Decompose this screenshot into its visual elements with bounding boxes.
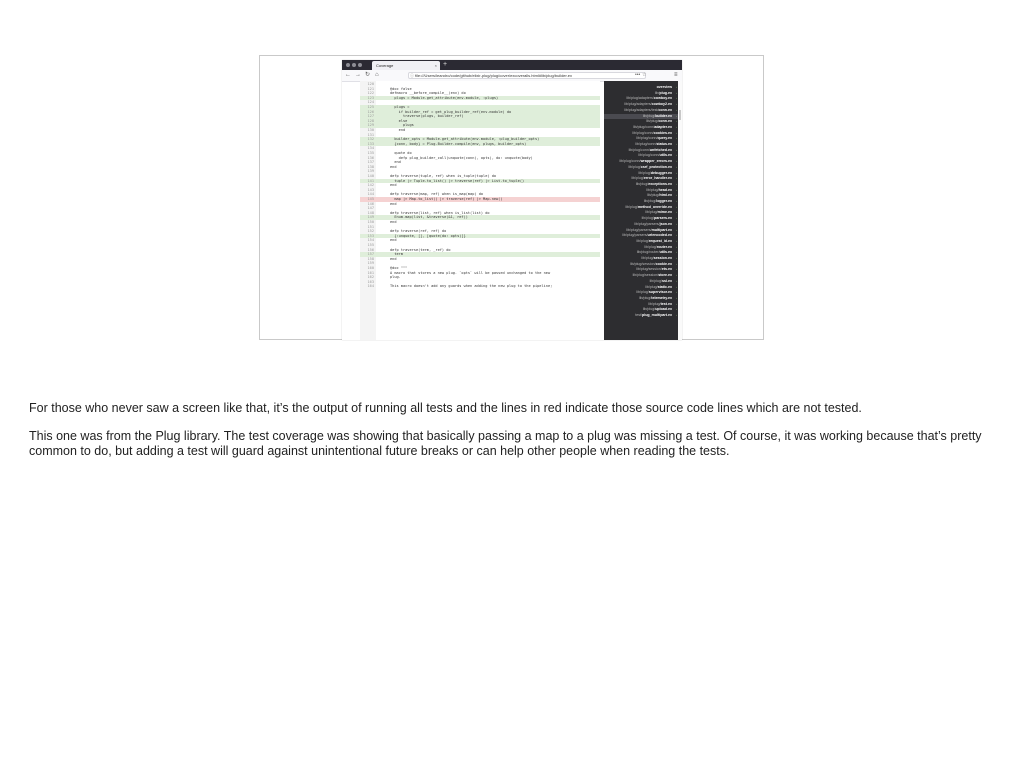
- line-number: 136: [367, 155, 374, 160]
- code-text: end: [390, 128, 406, 132]
- chevron-right-icon: ›: [676, 238, 677, 243]
- file-name: method_override.ex: [637, 204, 672, 209]
- code-text: else: [390, 118, 408, 123]
- line-number: 132: [367, 137, 374, 142]
- file-path-prefix: lib/plug/: [646, 119, 659, 124]
- chevron-right-icon: ›: [676, 273, 677, 278]
- file-name: ets.ex: [661, 267, 672, 272]
- reload-icon[interactable]: ↻: [365, 72, 371, 78]
- line-number: 131: [367, 132, 374, 137]
- chevron-right-icon: ›: [676, 187, 677, 192]
- chevron-right-icon: ›: [676, 290, 677, 295]
- chevron-right-icon: ›: [676, 227, 677, 232]
- line-number: 120: [367, 82, 374, 86]
- file-path-prefix: lib/plug/adapters/: [626, 96, 654, 101]
- file-path-prefix: lib/plug/conn/: [635, 142, 657, 146]
- code-text: @doc false: [390, 86, 412, 91]
- file-name: test.ex: [660, 301, 672, 306]
- file-name: supervisor.ex: [648, 290, 672, 295]
- line-number: 145: [367, 197, 374, 201]
- file-path-prefix: lib/plug/router/: [636, 250, 660, 255]
- code-text: builder_opts = Module.get_attribute(env.module, :plug_builder_opts): [390, 137, 540, 142]
- line-number: 142: [367, 183, 374, 188]
- chevron-right-icon: ›: [676, 301, 677, 306]
- chevron-right-icon: ›: [676, 113, 677, 118]
- line-number: 140: [367, 174, 374, 178]
- file-path-prefix: lib/plug/parsers/: [634, 221, 660, 226]
- chevron-right-icon: ›: [676, 130, 677, 135]
- chevron-right-icon: ›: [676, 244, 677, 249]
- chevron-right-icon: ›: [676, 313, 677, 317]
- chevron-right-icon: ›: [676, 210, 677, 215]
- window-minimize-icon[interactable]: [352, 63, 356, 67]
- chevron-right-icon: ›: [676, 199, 677, 203]
- file-path-prefix: lib/plug/adapters/: [624, 102, 652, 107]
- line-number: 154: [367, 238, 374, 243]
- file-path-prefix: lib/plug/session/: [632, 273, 659, 278]
- file-name: store.ex: [658, 273, 672, 278]
- code-text: end: [390, 201, 397, 206]
- line-number: 147: [367, 206, 374, 211]
- line-number: 155: [367, 243, 374, 247]
- chevron-right-icon: ›: [676, 142, 677, 146]
- code-text: map |> Map.to_list() |> traverse(ref) |> Map.new(): [390, 197, 503, 201]
- file-path-prefix: lib/plug/: [643, 199, 657, 203]
- line-number: 133: [367, 141, 374, 146]
- line-number: 121: [367, 86, 374, 91]
- chevron-right-icon: ›: [676, 295, 677, 300]
- file-name: static.ex: [657, 284, 672, 289]
- file-name: debugger.ex: [650, 170, 672, 175]
- notes-paragraph: For those who never saw a screen like that, it’s the output of running all tests and the lines in red indicate those source code lines which are not tested.: [29, 401, 862, 415]
- code-text: plugs: [390, 123, 414, 128]
- file-name: status.ex: [656, 142, 672, 146]
- chevron-right-icon: ›: [676, 216, 677, 221]
- file-path-prefix: lib/plug/parsers/: [626, 227, 652, 232]
- line-number: 144: [367, 192, 374, 197]
- file-path-prefix: lib/plug/: [631, 176, 644, 181]
- chevron-right-icon: ›: [676, 250, 677, 255]
- file-name: upload.ex: [655, 307, 672, 312]
- file-path-prefix: lib/plug/conn/: [619, 159, 641, 164]
- file-name: parsers.ex: [654, 216, 672, 221]
- file-name: cookie.ex: [655, 261, 672, 266]
- chevron-right-icon: ›: [676, 159, 677, 164]
- window-close-icon[interactable]: [346, 63, 350, 67]
- line-number: 129: [367, 123, 374, 128]
- chevron-right-icon: ›: [676, 90, 677, 95]
- file-name: utils.ex: [659, 250, 672, 255]
- file-name: multipart.ex: [651, 227, 672, 232]
- chevron-right-icon: ›: [676, 233, 677, 238]
- chevron-right-icon: ›: [676, 164, 677, 169]
- url-text: file:///Users/leandro/code/github/elixir-plug/plug/cover/excoveralls.html#lib/plug/builder.ex: [415, 73, 572, 78]
- chevron-right-icon: ›: [676, 147, 677, 152]
- code-text: Enum.map(list, &traverse(&1, ref)): [390, 215, 468, 220]
- code-text: defp traverse(list, ref) when is_list(list) do: [390, 210, 490, 215]
- code-text: tuple |> Tuple.to_list() |> traverse(ref) |> List.to_tuple(): [390, 178, 525, 183]
- file-path-prefix: lib/plug/: [647, 193, 660, 198]
- line-number: 161: [367, 270, 374, 275]
- file-path-prefix: lib/plug/conn/: [632, 130, 654, 135]
- chevron-right-icon: ›: [676, 176, 677, 181]
- line-number: 126: [367, 109, 374, 114]
- file-name: urlencoded.ex: [647, 233, 672, 238]
- new-tab-icon[interactable]: +: [443, 61, 448, 68]
- file-path-prefix: lib/plug/: [641, 216, 655, 221]
- speaker-notes: [29, 401, 995, 472]
- file-name: telemetry.ex: [651, 295, 672, 300]
- chevron-right-icon: ›: [676, 261, 677, 266]
- code-text: defp traverse(tuple, ref) when is_tuple(tuple) do: [390, 174, 497, 178]
- line-number: 141: [367, 178, 374, 183]
- scrollbar-thumb[interactable]: [679, 110, 681, 120]
- file-name: session.ex: [653, 256, 672, 260]
- chevron-right-icon: ›: [676, 119, 677, 124]
- file-name: overview: [656, 85, 672, 89]
- chevron-right-icon: ›: [676, 204, 677, 209]
- code-text: defp traverse(map, ref) when is_map(map) do: [390, 192, 484, 197]
- file-name: cowboy2.ex: [651, 102, 672, 107]
- line-number: 134: [367, 146, 374, 151]
- window-maximize-icon[interactable]: [358, 63, 362, 67]
- code-text: plug.: [390, 275, 401, 280]
- file-name: plug_multipart.ex: [642, 313, 672, 317]
- file-name: wrapper_errors.ex: [640, 159, 672, 164]
- tab-bar: [342, 60, 682, 70]
- more-dots-icon[interactable]: •••: [635, 72, 641, 78]
- file-name: builder.ex: [655, 113, 672, 118]
- file-name: ssl.ex: [662, 278, 672, 283]
- line-number: 146: [367, 201, 374, 206]
- line-number: 125: [367, 105, 374, 109]
- code-text: defmacro __before_compile__(env) do: [390, 91, 466, 96]
- back-arrow-icon[interactable]: ←: [345, 72, 351, 78]
- chevron-right-icon: ›: [676, 153, 677, 158]
- sidebar-file-item[interactable]: [604, 313, 678, 319]
- line-number: 123: [367, 95, 374, 100]
- file-path-prefix: lib/plug/: [638, 170, 651, 175]
- file-path-prefix: lib/plug/: [649, 278, 662, 283]
- line-number: 130: [367, 128, 374, 132]
- file-path-prefix: lib/plug/parsers/: [622, 233, 648, 238]
- star-icon[interactable]: ☆: [642, 72, 647, 78]
- file-list-sidebar: [604, 81, 678, 340]
- code-text: defp plug_builder_call(unquote(conn), opts), do: unquote(body): [390, 155, 533, 160]
- file-name: html.ex: [659, 193, 672, 198]
- file-path-prefix: lib/plug/: [645, 284, 658, 289]
- line-number: 151: [367, 224, 374, 229]
- file-name: cookies.ex: [653, 130, 672, 135]
- file-name: error_handler.ex: [643, 176, 672, 181]
- forward-arrow-icon[interactable]: →: [355, 72, 361, 78]
- chevron-right-icon: ›: [676, 284, 677, 289]
- code-text: {conn, body} = Plug.Builder.compile(env, plugs, builder_opts): [390, 141, 527, 146]
- line-number: 127: [367, 114, 374, 119]
- file-path-prefix: lib/plug/conn/: [633, 124, 655, 129]
- code-text: A macro that stores a new plug. `opts` will be passed unchanged to the new: [390, 270, 551, 275]
- file-name: conn.ex: [658, 119, 672, 124]
- file-path-prefix: lib/plug/: [646, 187, 659, 192]
- line-number: 163: [367, 279, 374, 284]
- line-number: 138: [367, 164, 374, 169]
- address-bar[interactable]: [408, 72, 646, 79]
- file-name: json.ex: [659, 221, 672, 226]
- line-number: 164: [367, 284, 374, 289]
- file-path-prefix: lib/plug/session/: [636, 267, 662, 272]
- file-path-prefix: lib/plug/: [641, 256, 654, 260]
- file-name: unfetched.ex: [649, 147, 672, 152]
- line-number: 157: [367, 252, 374, 257]
- file-path-prefix: lib/plug/: [645, 210, 658, 215]
- chevron-right-icon: ›: [676, 96, 677, 101]
- chevron-right-icon: ›: [676, 181, 677, 186]
- line-number: 122: [367, 91, 374, 96]
- home-icon[interactable]: ⌂: [375, 72, 379, 78]
- code-text: end: [390, 238, 397, 243]
- line-number: 162: [367, 275, 374, 280]
- tab-close-icon[interactable]: ×: [434, 63, 437, 68]
- line-number: 160: [367, 266, 374, 270]
- chevron-right-icon: ›: [676, 267, 677, 272]
- chevron-right-icon: ›: [676, 193, 677, 198]
- file-path-prefix: lib/plug/: [635, 181, 649, 186]
- file-path-prefix: lib/plug/: [642, 113, 656, 118]
- file-path-prefix: lib/plug/: [625, 204, 638, 209]
- chevron-right-icon: ›: [676, 170, 677, 175]
- file-path-prefix: lib/plug/: [644, 244, 657, 249]
- file-path-prefix: lib/plug/: [636, 290, 649, 295]
- line-number: 137: [367, 160, 374, 165]
- code-text: end: [390, 164, 397, 169]
- hamburger-menu-icon[interactable]: ≡: [674, 72, 678, 78]
- code-text: {:unquote, [], [quote(do: opts)]}: [390, 233, 466, 238]
- code-text: @doc """: [390, 266, 408, 270]
- line-number: 128: [367, 118, 374, 123]
- file-path-prefix: lib/plug/: [638, 295, 652, 300]
- chevron-right-icon: ›: [676, 107, 677, 112]
- file-path-prefix: lib/plug/session/: [630, 261, 656, 266]
- file-name: conn.ex: [658, 107, 672, 112]
- line-number: 150: [367, 220, 374, 224]
- file-path-prefix: lib/plug/conn/: [638, 153, 660, 158]
- file-path-prefix: lib/plug/adapters/test/: [624, 107, 659, 112]
- file-path-prefix: lib/plug/: [636, 238, 649, 243]
- file-name: cowboy.ex: [653, 96, 672, 101]
- file-path-prefix: lib/plug/: [648, 301, 661, 306]
- lock-icon: ⓘ: [410, 73, 414, 78]
- code-line: [360, 284, 600, 289]
- code-text: plugs = Module.get_attribute(env.module, :plugs): [390, 95, 499, 100]
- chevron-right-icon: ›: [676, 124, 677, 129]
- browser-window: [342, 60, 682, 340]
- code-text: defp traverse(term, _ref) do: [390, 247, 451, 252]
- file-name: exceptions.ex: [648, 181, 672, 186]
- code-text: plugs =: [390, 105, 410, 109]
- file-path-prefix: lib/plug/: [642, 307, 656, 312]
- notes-paragraph: This one was from the Plug library. The test coverage was showing that basically passing a map to a plug was missing a test. Of course, it was working because that’s pretty common to do, but adding a test will guard against unintentional future breaks or can help other people when reading the tests.: [29, 429, 982, 458]
- chevron-right-icon: ›: [676, 136, 677, 141]
- source-code-view: [360, 81, 600, 340]
- file-path-prefix: lib/plug/conn/: [636, 136, 658, 141]
- file-path-prefix: lib/plug/conn/: [628, 147, 650, 152]
- code-text: This macro doesn't add any guards when adding the new plug to the pipeline;: [390, 284, 553, 289]
- chevron-right-icon: ›: [676, 256, 677, 260]
- line-number: 156: [367, 247, 374, 252]
- chevron-right-icon: ›: [676, 85, 677, 89]
- chevron-right-icon: ›: [676, 221, 677, 226]
- file-name: plug.ex: [659, 90, 672, 95]
- line-number: 148: [367, 210, 374, 215]
- code-text: end: [390, 220, 397, 224]
- file-name: logger.ex: [656, 199, 672, 203]
- tab-coverage[interactable]: [372, 61, 440, 70]
- line-number: 158: [367, 256, 374, 261]
- line-number: 143: [367, 187, 374, 192]
- file-path-prefix: lib/: [654, 90, 660, 95]
- tab-title: Coverage: [376, 63, 394, 68]
- line-number: 135: [367, 151, 374, 155]
- file-name: request_id.ex: [648, 238, 672, 243]
- line-number: 139: [367, 169, 374, 174]
- line-number: 149: [367, 215, 374, 220]
- line-number: 152: [367, 229, 374, 234]
- file-name: router.ex: [656, 244, 672, 249]
- code-text: end: [390, 160, 401, 165]
- file-name: csrf_protection.ex: [640, 164, 672, 169]
- code-text: term: [390, 252, 403, 257]
- line-number: 153: [367, 233, 374, 238]
- file-path-prefix: lib/plug/: [628, 164, 641, 169]
- file-name: utils.ex: [659, 153, 672, 158]
- line-number: 124: [367, 100, 374, 105]
- code-text: traverse(plugs, builder_ref): [390, 114, 464, 119]
- file-name: query.ex: [657, 136, 672, 141]
- file-path-prefix: test/: [635, 313, 643, 317]
- code-text: defp traverse(ref, ref) do: [390, 229, 447, 234]
- chevron-right-icon: ›: [676, 307, 677, 312]
- code-text: quote do: [390, 151, 412, 155]
- code-text: end: [390, 183, 397, 188]
- file-name: mime.ex: [657, 210, 672, 215]
- file-name: adapter.ex: [654, 124, 672, 129]
- chevron-right-icon: ›: [676, 278, 677, 283]
- file-name: head.ex: [658, 187, 672, 192]
- code-text: end: [390, 256, 397, 261]
- chevron-right-icon: ›: [676, 102, 677, 107]
- line-number: 159: [367, 261, 374, 266]
- code-text: if builder_ref = get_plug_builder_ref(env.module) do: [390, 109, 512, 114]
